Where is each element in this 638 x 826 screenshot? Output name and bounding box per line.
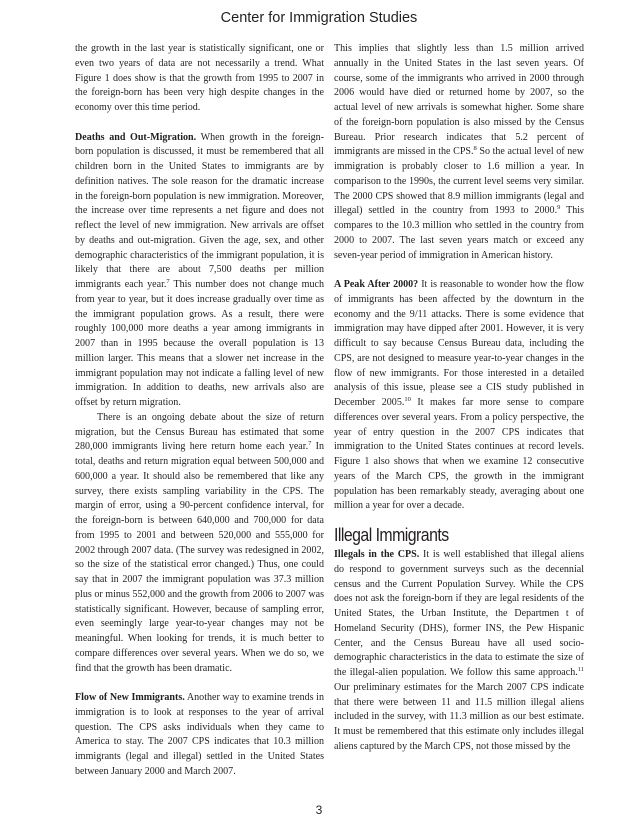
run-in-heading: Deaths and Out-Migration. bbox=[75, 131, 197, 143]
footnote-ref: 8 bbox=[473, 145, 477, 153]
right-column bbox=[334, 42, 584, 755]
section-title: Illegal Immigrants bbox=[334, 525, 449, 545]
paragraph: the growth in the last year is statistically significant, one or even two years of data are not necessarily a trend. What Figure 1 does show is that the growth from 1995 to 2007 in the foreign-born has been very high despite changes in the economy over this time period. bbox=[75, 43, 324, 113]
paragraph: Flow of New Immigrants. Another way to examine trends in immigration is to look at responses to the year of arrival question. The CPS asks individuals when they came to America to stay. The 2007 CPS indicates that 10.3 million immigrants (legal and illegal) settled in the United States between January 2000 and March 2007. bbox=[75, 692, 324, 777]
paragraph: Deaths and Out-Migration. When growth in the foreign-born population is discussed, it must be remembered that all children born in the United States to immigrants are by definition natives. The sole reason for the dramatic increase in the foreign-born population is new immigration. Moreover, the increase over time represents a net figure and does not reflect the level of new immigration. New arrivals are offset by deaths and out-migration. Given the age, sex, and other demographic characteristics of the immigrant population, it is likely that there are about 7,500 deaths per million immigrants each year.$^7$ This number does not change much from year to year, but it does increase gradually over time as the immigrant population grows. As a result, there were roughly 100,000 more deaths a year among immigrants in 2007 than in 1995 because the overall population is 13 million larger. This means that a slower net increase in the immigrant population may not indicate a falling level of new immigration. In addition to deaths, new arrivals also are offset by return migration. bbox=[75, 131, 325, 408]
left-column bbox=[75, 42, 324, 780]
footnote-ref: 7 bbox=[308, 440, 312, 448]
run-in-heading: A Peak After 2000? bbox=[334, 279, 419, 290]
footnote-ref: 10 bbox=[404, 396, 411, 403]
paragraph: This implies that slightly less than 1.5 million arrived annually in the United States in the last seven years. Of course, some of the immigrants who arrived in 2000 through 2006 would have died or returned home by 2007, so the actual level of new arrivals is somewhat higher. Some share of the foreign-born population is also missed by the Census Bureau. Prior research indicates that 5.2 percent of immigrants are missed in the CPS.$^8$ So the actual level of new immigration is probably closer to 1.6 million a year. In comparison to the 1990s, the current level seems very similar. The 2000 CPS showed that 8.9 million immigrants (legal and illegal) settled in the country from 1993 to 2000.$^9$ This compares to the 10.3 million who settled in the country from 2000 to 2007. The last seven years match or exceed any seven-year period of immigration in American history. bbox=[334, 43, 584, 261]
run-in-heading: Illegals in the CPS. bbox=[334, 549, 420, 560]
paragraph: There is an ongoing debate about the size of return migration, but the Census Bureau has estimated that some 280,000 immigrants living here return home each year.$^7$ In total, deaths and return migration equal between 500,000 and 600,000 a year. It should also be remembered that like any survey, there exists sampling variability in the CPS. The margin of error, using a 90-percent confidence interval, for the foreign-born is between 640,000 and 700,000 for data from 1995 to 2001 and between 520,000 and 555,000 for 2002 through 2007 data. (The survey was redesigned in 2002, so the size of the statistical error changed.) Thus, one could say that in 2007 the immigrant population was 37.3 million plus or minus 552,000 and the growth from 2006 to 2007 was statistically significant. However, because of sampling error, even seemingly large year-to-year changes may not be meaningful. When looking for trends, it is much better to compare differences over several years. When we do so, we find that the growth has been dramatic. bbox=[75, 411, 324, 674]
paragraph: A Peak After 2000? It is reasonable to wonder how the flow of immigrants has been affected by the downturn in the economy and the 9/11 attacks. There is some evidence that immigration may have dipped after 2001. However, it is very difficult to say because Census Bureau data, including the CPS, are not designed to measure year-to-year changes in the flow of new immigrants. For those interested in a detailed analysis of this issue, please see a CIS study published in December 2005.10 It makes far more sense to compare differences over several years. From a policy perspective, the year of entry question in the 2007 CPS indicates that immigration to the United States continues at record levels. Figure 1 also shows that when we examine 12 consecutive years of the March CPS, the growth in the immigrant population has been remarkably steady, averaging about one million a year for over a decade. bbox=[334, 279, 584, 512]
page-header: Center for Immigration Studies bbox=[220, 10, 418, 26]
paragraph: Illegals in the CPS. It is well established that illegal aliens do respond to government surveys such as the decennial census and the Current Population Survey. While the CPS does not ask the foreign-born if they are legal residents of the United States, the Urban Institute, the Departmen t of Homeland Security (DHS), former INS, the Pew Hispanic Center, and the Census Bureau have all used socio-demographic characteristics in the data to estimate the size of the illegal-alien population. We follow this same approach.$^{11}$ Our preliminary estimates for the March 2007 CPS indicate that there were between 11 and 11.5 million illegal aliens included in the survey, with 11.3 million as our best estimate. It must be remembered that this estimate only includes illegal aliens captured by the March CPS, not those missed by the bbox=[334, 549, 585, 752]
footnote-ref: 11 bbox=[577, 666, 584, 673]
page-number: 3 bbox=[315, 803, 323, 817]
run-in-heading: Flow of New Immigrants. bbox=[75, 692, 185, 703]
footnote-ref: 7 bbox=[166, 278, 170, 285]
footnote-ref: 9 bbox=[557, 204, 561, 212]
